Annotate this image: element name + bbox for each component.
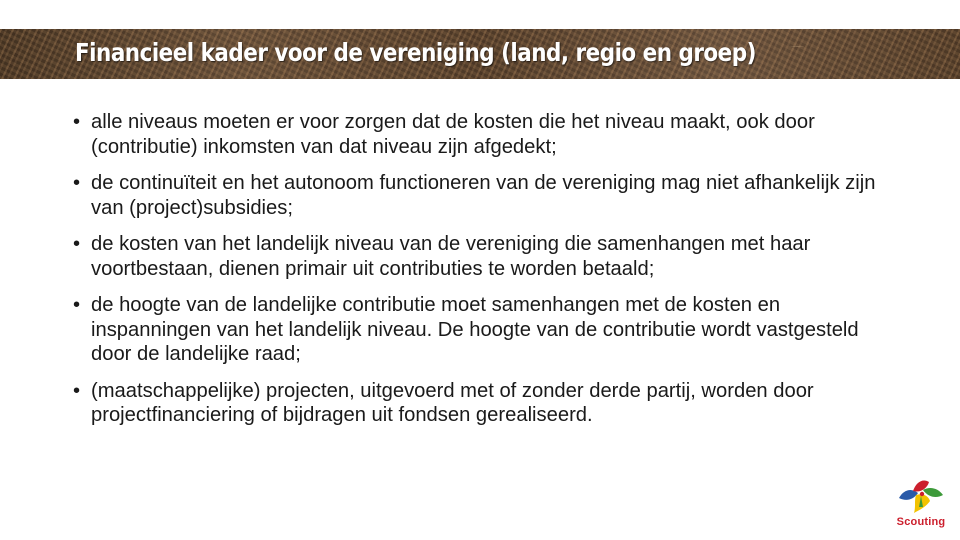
- bullet-text: alle niveaus moeten er voor zorgen dat de kosten die het niveau maakt, ook door (contributie) inkomsten van dat niveau zijn afgedekt;: [91, 111, 815, 158]
- bullet-item: [73, 379, 903, 428]
- bullet-marker: •: [73, 233, 81, 255]
- bullet-text: (maatschappelijke) projecten, uitgevoerd met of zonder derde partij, worden door projectfinanciering of bijdragen uit fondsen gerealiseerd.: [91, 379, 814, 426]
- bullet-marker: •: [73, 379, 81, 402]
- bullet-item: [73, 110, 903, 159]
- slide-title: Financieel kader voor de vereniging (land, regio en groep): [75, 38, 756, 67]
- scouting-logo: [890, 476, 952, 532]
- bullet-marker: •: [73, 172, 81, 194]
- scouting-emblem-icon: [896, 476, 946, 516]
- bullet-marker: •: [73, 294, 81, 316]
- bullet-list: [73, 110, 903, 440]
- bullet-text: de continuïteit en het autonoom functioneren van de vereniging mag niet afhankelijk zijn van (project)subsidies;: [91, 172, 876, 219]
- bullet-item: [73, 171, 903, 220]
- bullet-item: [73, 293, 903, 367]
- bullet-item: [73, 232, 903, 281]
- bullet-text: de kosten van het landelijk niveau van de vereniging die samenhangen met haar voortbestaan, dienen primair uit contributies te worden betaald;: [91, 233, 811, 280]
- bullet-text: de hoogte van de landelijke contributie moet samenhangen met de kosten en inspanningen van het landelijk niveau. De hoogte van de contributie wordt vastgesteld door de landelijke raad;: [91, 294, 859, 365]
- logo-text: Scouting: [896, 516, 946, 528]
- bullet-marker: •: [73, 111, 81, 133]
